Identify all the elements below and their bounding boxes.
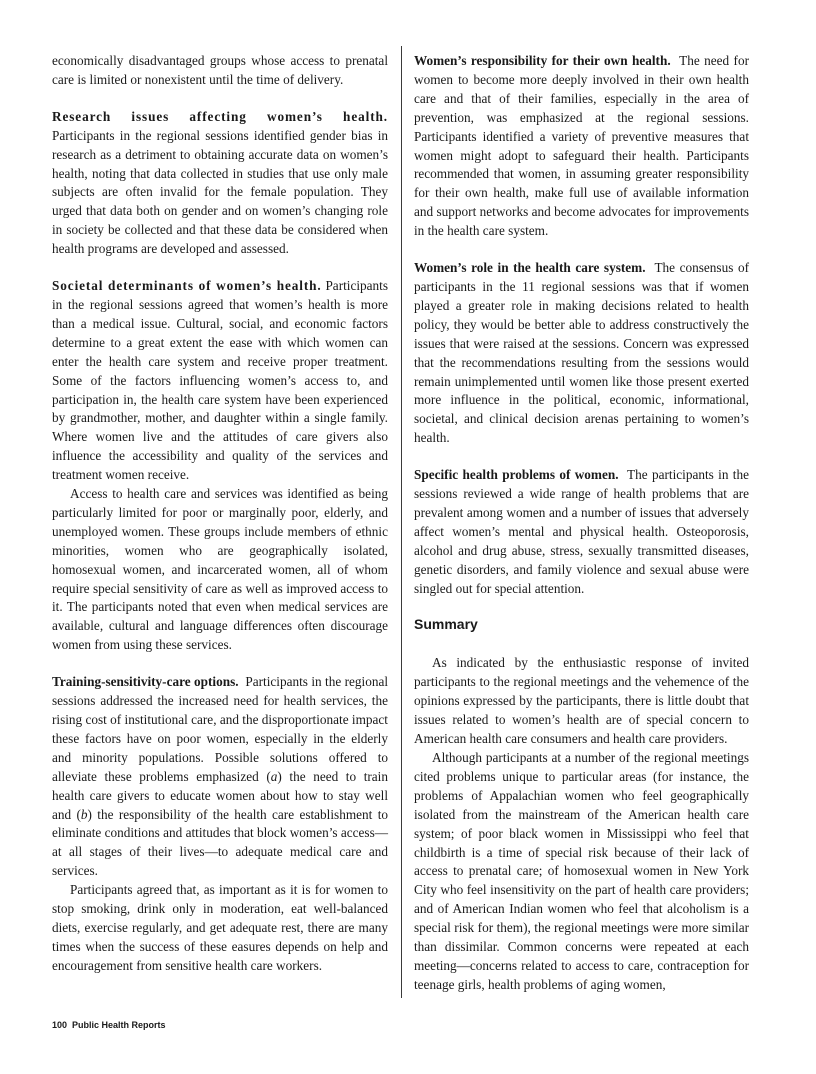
problems-heading: Specific health problems of women.	[414, 467, 619, 483]
research-heading: Research issues affecting women’s health.	[52, 108, 388, 124]
training-text-a: Participants in the regional sessions addressed the increased need for health services, the rising cost of institutional care, and the disproportionate impact these factors have on poor women, especially in the elderly and minority populations. Possible solutions offered to alleviate these problems emphasized (	[52, 674, 389, 784]
summary-paragraph-2: Although participants at a number of the regional meetings cited problems unique to particular areas (for instance, the problems of Appalachian women who feel geographically isolated from the mainstream of the American health care system; of poor black women in Mississippi who feel that childbirth is a time of special risk because of their lack of access to prenatal care; of homosexual women in New York City who feel insensitivity on the part of health care providers; and of American Indian women who feel that alcoholism is a special risk for them), the regional meetings were more similar than dissimilar. Common concerns were repeated at each meeting—concerns related to access to care, contraception for teenage girls, health problems of aging women,	[414, 750, 749, 992]
intro-paragraph: economically disadvantaged groups whose access to prenatal care is limited or nonexistent until the time of delivery.	[52, 53, 388, 87]
research-section	[52, 108, 388, 259]
page-footer	[52, 1020, 166, 1030]
research-text: Participants in the regional sessions identified gender bias in research as a detriment to obtaining accurate data on women’s health, noting that data collected in studies that use only male subjects are often invalid for the female population. They urged that data both on gender and on women’s changing role in society be collected and that these data be considered when health programs are developed and assessed.	[52, 127, 388, 257]
problems-text: The participants in the sessions reviewed a wide range of health problems that are prevalent among women and a number of issues that adversely affect women’s mental and physical health. Osteoporosis, alcohol and drug abuse, stress, sexually transmitted diseases, genetic disorders, and family violence and sexual abuse were singled out for special attention.	[414, 467, 749, 596]
role-heading: Women’s role in the health care system.	[414, 260, 646, 276]
training-text-c: ) the responsibility of the health care establishment to eliminate conditions and attitudes that block women’s access—at all stages of their lives—to adequate medical care and services.	[52, 806, 388, 879]
training-marker-a: a	[270, 768, 278, 784]
role-text: The consensus of participants in the 11 regional sessions was that if women played a greater role in making decisions related to health policy, they would be better able to address constructively the issues that were raised at the sessions. Concern was expressed that the recommendations resulting from the sessions would remain unimplemented until women like those present exerted more influence in the political, economic, informational, societal, and clinical decision arenas pertaining to women’s health.	[414, 260, 749, 446]
column-divider	[401, 46, 402, 998]
left-column	[52, 52, 388, 976]
responsibility-section	[414, 52, 749, 241]
responsibility-text: The need for women to become more deeply involved in their own health care and that of their families, especially in the area of prevention, was emphasized at the regional sessions. Participants identified a variety of preventive measures that women might adopt to safeguard their health. Participants recommended that women, in assuming greater responsibility for their own health, make full use of available information and support networks and become advocates for improvements in the health care system.	[414, 53, 750, 239]
training-marker-b: b	[80, 806, 88, 822]
responsibility-heading: Women’s responsibility for their own health.	[414, 53, 671, 68]
societal-text: Participants in the regional sessions agreed that women’s health is more than a medical issue. Cultural, social, and economic factors determine to a great extent the ease with which women can enter the health care system and receive proper treatment. Some of the factors influencing women’s access to, and participation in, the health care system have been experienced by grandmother, mother, and daughter within a single family. Where women live and the attitudes of care givers also influence the accessibility and quality of the services and treatment women receive.	[52, 278, 388, 483]
societal-section	[52, 277, 388, 485]
participants-paragraph: Participants agreed that, as important as it is for women to stop smoking, drink only in moderation, eat well-balanced diets, exercise regularly, and get adequate rest, there are many times when the success of these easures depends on help and encouragement from sensitive health care workers.	[52, 882, 388, 973]
training-heading: Training-sensitivity-care options.	[52, 674, 239, 690]
problems-section	[414, 466, 749, 598]
training-text-b: ) the need to train health care givers to educate women about how to stay well and (	[52, 768, 388, 822]
journal-name: Public Health Reports	[72, 1020, 166, 1030]
summary-paragraph-1: As indicated by the enthusiastic response of invited participants to the regional meetings and the vehemence of the opinions expressed by the participants, there is little doubt that issues related to women’s health are of special concern to American health care consumers and health care providers.	[414, 655, 749, 747]
training-section	[52, 673, 388, 881]
right-column	[414, 52, 749, 995]
page-number: 100	[52, 1020, 68, 1030]
societal-heading: Societal determinants of women’s health.	[52, 278, 322, 294]
access-paragraph: Access to health care and services was identified as being particularly limited for poor or marginally poor, elderly, and unemployed women. These groups include members of ethnic minorities, women who are geographically isolated, homosexual women, and incarcerated women, all of whom require special sensitivity of care as well as improved access to it. The participants noted that even when medical services are available, cultural and language differences often discourage women from using these services.	[52, 486, 388, 653]
role-section	[414, 259, 749, 448]
summary-heading: Summary	[414, 616, 478, 633]
